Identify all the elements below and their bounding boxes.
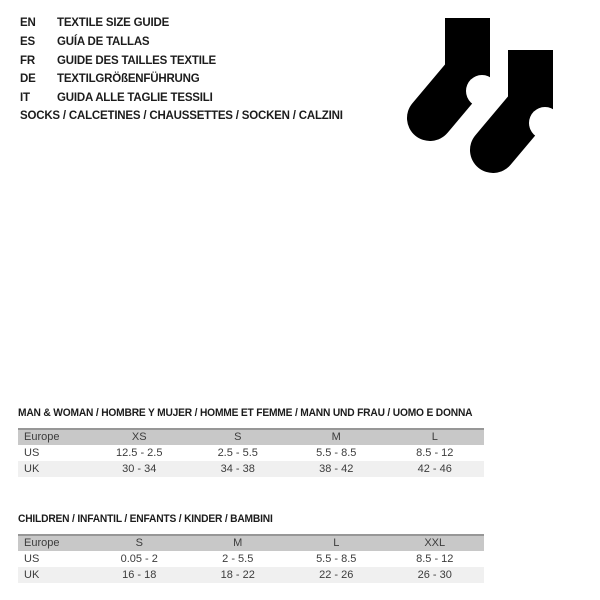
header-cell-size: XXL bbox=[424, 537, 446, 549]
language-code: ES bbox=[20, 35, 35, 48]
row-label: UK bbox=[24, 569, 40, 581]
size-cell: 8.5 - 12 bbox=[416, 553, 454, 565]
header-cell-size: S bbox=[234, 431, 242, 443]
table-header-row bbox=[18, 534, 484, 551]
table-header-row bbox=[18, 428, 484, 445]
size-cell: 30 - 34 bbox=[122, 463, 157, 475]
size-cell: 5.5 - 8.5 bbox=[316, 553, 357, 565]
header-cell-region: Europe bbox=[24, 537, 60, 549]
size-cell: 18 - 22 bbox=[220, 569, 255, 581]
header-cell-size: L bbox=[333, 537, 340, 549]
size-table-children bbox=[18, 512, 484, 583]
socks-icon bbox=[405, 8, 565, 180]
guide-title-it: GUIDA ALLE TAGLIE TESSILI bbox=[57, 92, 213, 105]
header-cell-region: Europe bbox=[24, 431, 60, 443]
header-cell-size: S bbox=[135, 537, 143, 549]
table-row-us bbox=[18, 445, 484, 461]
row-label: US bbox=[24, 447, 40, 459]
language-line-es bbox=[20, 33, 216, 52]
size-cell: 2.5 - 5.5 bbox=[217, 447, 258, 459]
size-cell: 38 - 42 bbox=[319, 463, 354, 475]
size-cell: 22 - 26 bbox=[319, 569, 354, 581]
size-cell: 12.5 - 2.5 bbox=[116, 447, 163, 459]
sock-back bbox=[430, 18, 498, 118]
sock-heel-cutout bbox=[529, 107, 561, 139]
category-line: SOCKS / CALCETINES / CHAUSSETTES / SOCKEN / CALZINI bbox=[20, 110, 343, 122]
language-title-list bbox=[20, 14, 216, 108]
header-cell-size: XS bbox=[131, 431, 147, 443]
guide-title-en: TEXTILE SIZE GUIDE bbox=[57, 17, 170, 29]
row-label: US bbox=[24, 553, 40, 565]
size-cell: 34 - 38 bbox=[220, 463, 255, 475]
size-cell: 8.5 - 12 bbox=[416, 447, 454, 459]
size-cell: 26 - 30 bbox=[417, 569, 452, 581]
guide-title-es: GUÍA DE TALLAS bbox=[57, 35, 150, 48]
language-line-en bbox=[20, 14, 216, 33]
size-cell: 0.05 - 2 bbox=[120, 553, 158, 565]
language-line-de bbox=[20, 70, 216, 89]
language-line-it bbox=[20, 89, 216, 108]
header-cell-size: L bbox=[431, 431, 438, 443]
table-row-uk bbox=[18, 461, 484, 477]
language-code: FR bbox=[20, 54, 35, 67]
size-cell: 42 - 46 bbox=[417, 463, 452, 475]
size-table-man-woman bbox=[18, 406, 484, 477]
table-title-man-woman: MAN & WOMAN / HOMBRE Y MUJER / HOMME ET FEMME / MANN UND FRAU / UOMO E DONNA bbox=[18, 407, 473, 419]
table-row-uk bbox=[18, 567, 484, 583]
guide-title-fr: GUIDE DES TAILLES TEXTILE bbox=[57, 54, 216, 67]
guide-title-de: TEXTILGRÖßENFÜHRUNG bbox=[57, 73, 200, 86]
size-cell: 16 - 18 bbox=[122, 569, 157, 581]
table-row-us bbox=[18, 551, 484, 567]
table-title-children: CHILDREN / INFANTIL / ENFANTS / KINDER / BAMBINI bbox=[18, 513, 273, 525]
language-code: DE bbox=[20, 73, 36, 86]
row-label: UK bbox=[24, 463, 40, 475]
language-code: IT bbox=[20, 92, 30, 105]
language-code: EN bbox=[20, 17, 36, 29]
header-cell-size: M bbox=[331, 431, 341, 443]
header-cell-size: M bbox=[233, 537, 243, 549]
sock-heel-cutout bbox=[466, 75, 498, 107]
language-line-fr bbox=[20, 52, 216, 71]
size-cell: 5.5 - 8.5 bbox=[316, 447, 357, 459]
size-cell: 2 - 5.5 bbox=[222, 553, 254, 565]
